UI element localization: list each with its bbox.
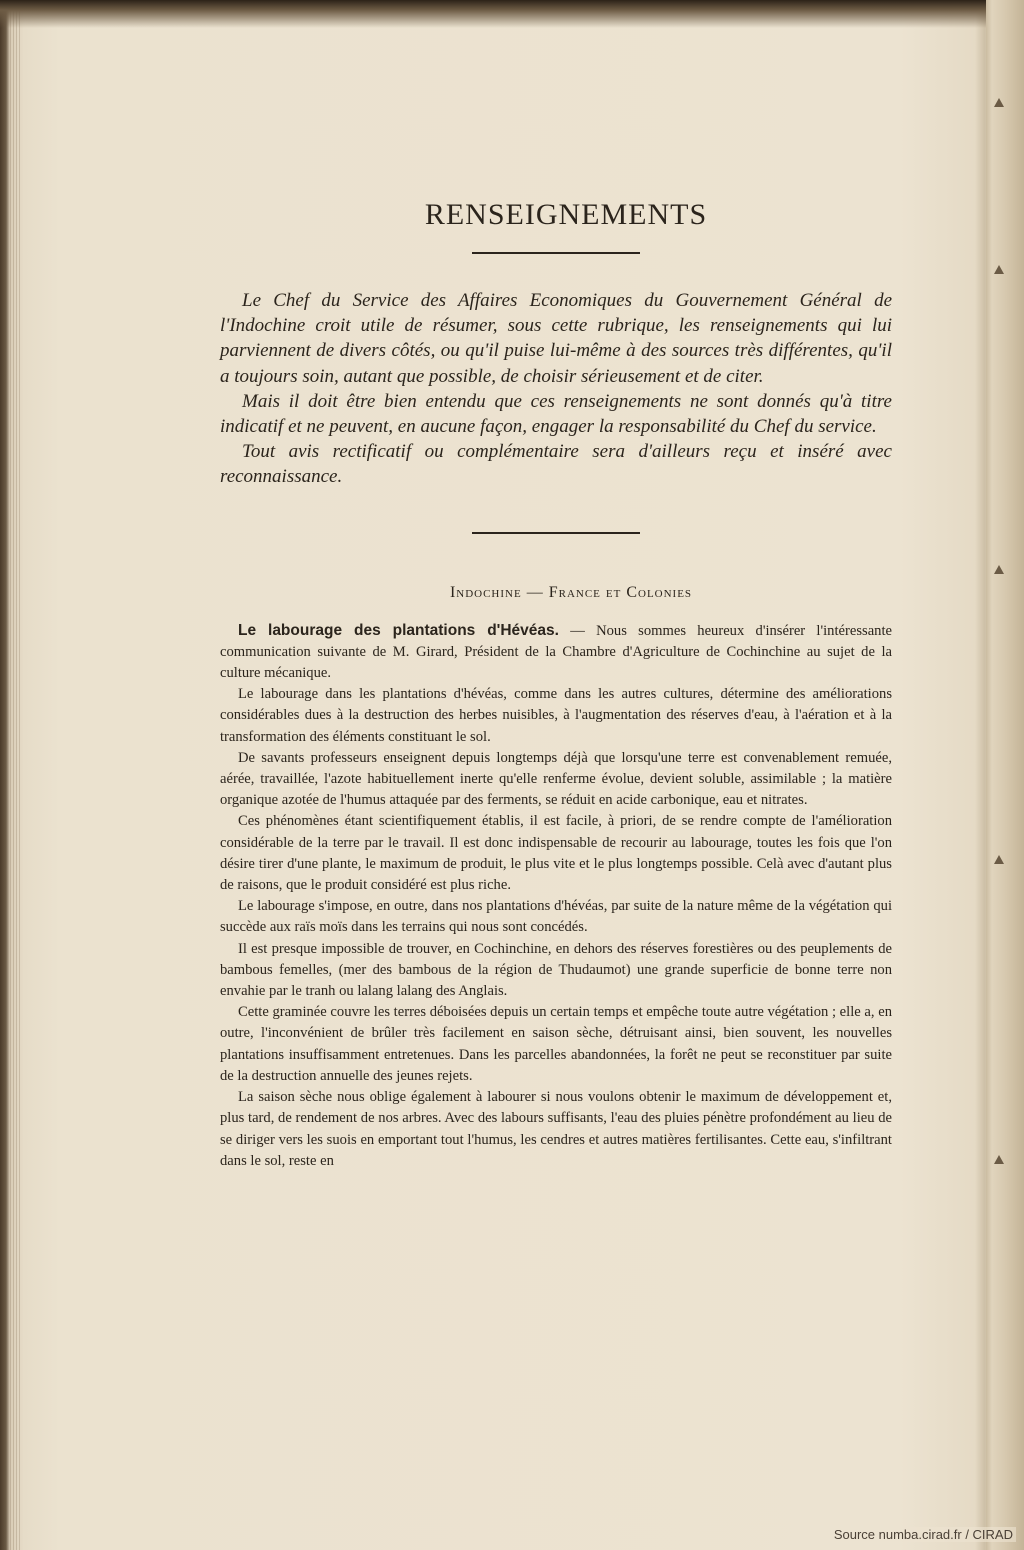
page-marker-icon [994, 1155, 1004, 1164]
body-paragraph: Le labourage dans les plantations d'hévéas, comme dans les autres cultures, détermine des améliorations considérables dues à la destruction des herbes nuisibles, à l'augmentation des réserves d'eau, à l'aération et à la transformation des éléments constituant le sol. [220, 686, 892, 745]
lead-text: — Nous sommes heureux d'insérer l'intéressante communication suivante de M. Girard, Président de la Chambre d'Agriculture de Cochinchine au sujet de la culture mécanique. [220, 622, 892, 682]
page-edge-texture [10, 0, 22, 1550]
body-paragraph: Ces phénomènes étant scientifiquement établis, il est facile, à priori, de se rendre compte de l'amélioration considérable de la terre par le travail. Il est donc indispensable de recourir au labourage, toutes les fois que l'on désire tirer d'une plante, le maximum de produit, le plus vite et le plus longtemps possible. Celà avec d'autant plus de raisons, que le produit considéré est plus riche. [220, 813, 892, 894]
section-rule [472, 532, 640, 534]
body-paragraph: Cette graminée couvre les terres déboisées depuis un certain temps et empêche toute autre végétation ; elle a, en outre, l'inconvénient de brûler très facilement en saison sèche, détruisant ainsi, bien souvent, les nouvelles plantations insuffisamment entretenues. Dans les parcelles abandonnées, la forêt ne peut se reconstituer par suite de la destruction annuelle des jeunes rejets. [220, 1004, 892, 1084]
article-title: Le labourage des plantations d'Hévéas. [238, 621, 559, 639]
top-binding-shadow [0, 0, 1024, 28]
source-credit: Source numba.cirad.fr / CIRAD [831, 1527, 1016, 1542]
body-paragraph: Il est presque impossible de trouver, en Cochinchine, en dehors des réserves forestières ou des peuplements de bambous femelles, (mer des bambous de la région de Thudaumot) une grande superficie de bonne terre non envahie par le tranh ou lalang lalang des Anglais. [220, 940, 892, 1000]
page-marker-icon [994, 565, 1004, 574]
intro-paragraph: Le Chef du Service des Affaires Economiques du Gouvernement Général de l'Indochine croit utile de résumer, sous cette rubrique, les renseignements qui lui parviennent de divers côtés, ou qu'il puise lui-même à des sources très différentes, qu'il a toujours soin, autant que possible, de choisir sérieusement et de citer. [220, 290, 892, 387]
page-marker-icon [994, 265, 1004, 274]
right-page-strip [986, 0, 1024, 1550]
page-content [220, 180, 892, 1172]
page-marker-icon [994, 98, 1004, 107]
intro-notice [220, 288, 892, 490]
article-body [220, 620, 892, 1172]
intro-paragraph: Tout avis rectificatif ou complémentaire sera d'ailleurs reçu et inséré avec reconnaissance. [220, 441, 892, 488]
body-paragraph: Le labourage s'impose, en outre, dans nos plantations d'hévéas, par suite de la nature même de la végétation qui succède aux raïs moïs dans les terrains qui nous sont concédés. [220, 898, 892, 936]
intro-paragraph: Mais il doit être bien entendu que ces renseignements ne sont donnés qu'à titre indicatif et ne peuvent, en aucune façon, engager la responsabilité du Chef du service. [220, 390, 892, 438]
section-heading: Indochine — France et Colonies [449, 583, 693, 601]
title-rule [472, 252, 640, 254]
page-marker-icon [994, 855, 1004, 864]
lead-paragraph [220, 620, 892, 685]
body-paragraph: De savants professeurs enseignent depuis longtemps déjà que lorsqu'une terre est convenablement remuée, aérée, travaillée, l'azote habituellement inerte qu'elle renferme évolue, devient soluble, assimilable ; la matière organique azotée de l'humus attaquée par des ferments, se réduit en acide carbonique, eau et nitrates. [220, 749, 892, 809]
page-title: RENSEIGNEMENTS [424, 198, 708, 231]
body-paragraph: La saison sèche nous oblige également à labourer si nous voulons obtenir le maximum de développement et, plus tard, de rendement de nos arbres. Avec des labours suffisants, l'eau des pluies pénètre profondément au lieu de se diriger vers les suois en emportant tout l'humus, les cendres et autres matières fertilisantes. Cette eau, s'infiltrant dans le sol, reste en [220, 1089, 892, 1169]
